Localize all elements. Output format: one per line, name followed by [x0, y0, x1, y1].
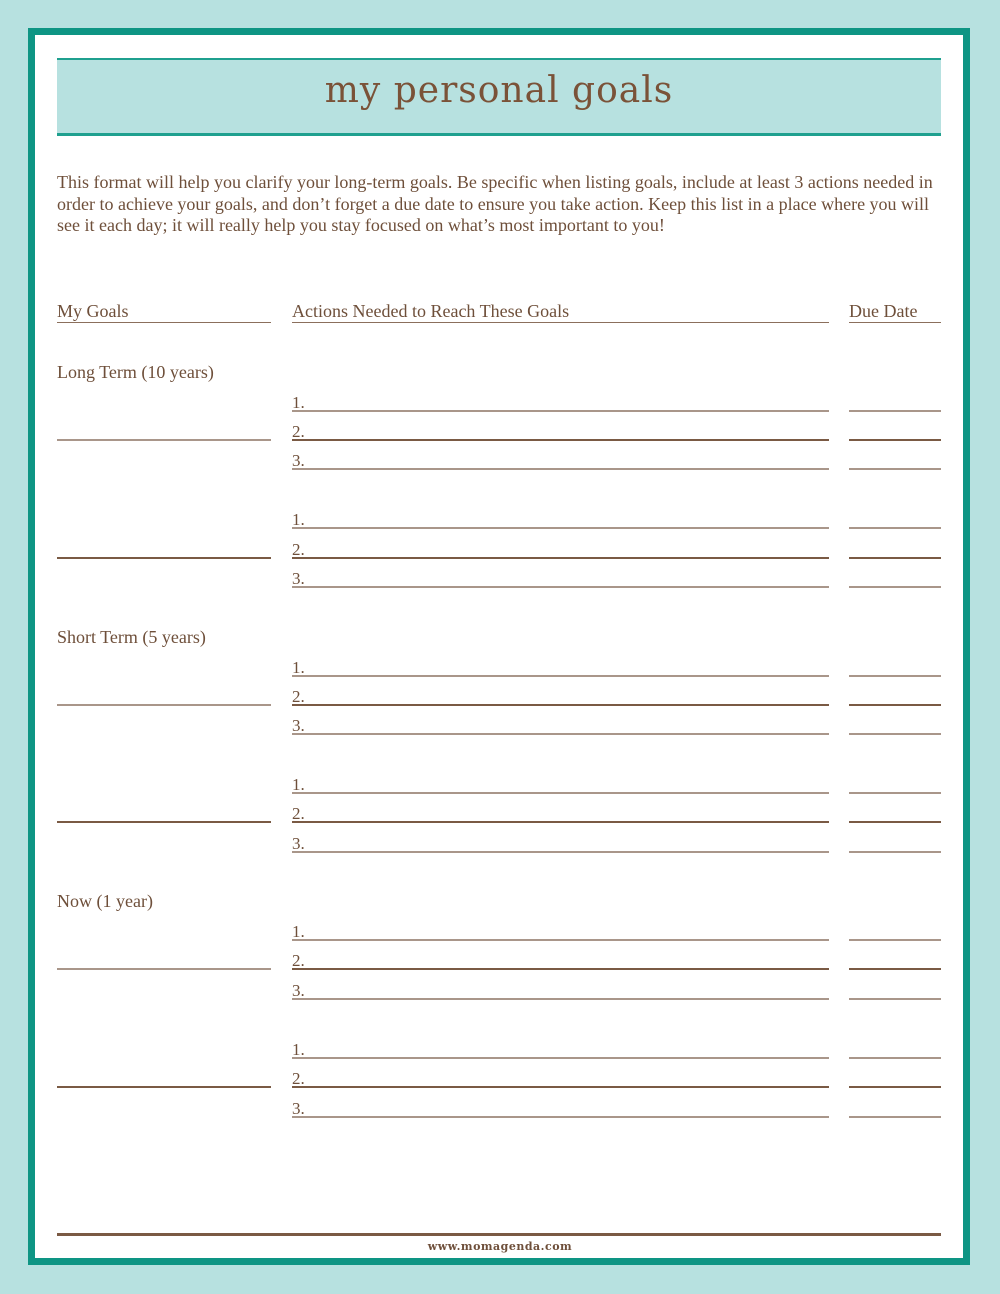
action-input-line[interactable]: [292, 675, 829, 677]
due-date-input-line[interactable]: [849, 939, 941, 941]
due-date-input-line[interactable]: [849, 1116, 941, 1118]
goal-input-line[interactable]: [57, 1086, 271, 1088]
due-date-input-line[interactable]: [849, 410, 941, 412]
action-number: 3.: [292, 569, 305, 588]
column-header-due-date: Due Date: [849, 300, 941, 323]
action-input-line[interactable]: [292, 998, 829, 1000]
action-input-line[interactable]: [292, 939, 829, 941]
action-input-line[interactable]: [292, 586, 829, 588]
action-number: 3.: [292, 716, 305, 735]
action-input-line[interactable]: [292, 851, 829, 853]
goal-input-line[interactable]: [57, 704, 271, 706]
action-input-line[interactable]: [292, 468, 829, 470]
action-number: 3.: [292, 1099, 305, 1118]
due-date-input-line[interactable]: [849, 1057, 941, 1059]
due-date-input-line[interactable]: [849, 439, 941, 441]
due-date-input-line[interactable]: [849, 968, 941, 970]
action-number: 1.: [292, 1040, 305, 1059]
due-date-input-line[interactable]: [849, 675, 941, 677]
footer-url: www.momagenda.com: [427, 1240, 573, 1253]
action-number: 1.: [292, 775, 305, 794]
action-input-line[interactable]: [292, 439, 829, 441]
goal-input-line[interactable]: [57, 557, 271, 559]
action-input-line[interactable]: [292, 792, 829, 794]
due-date-input-line[interactable]: [849, 1086, 941, 1088]
due-date-input-line[interactable]: [849, 527, 941, 529]
action-input-line[interactable]: [292, 1086, 829, 1088]
footer-divider: [57, 1233, 941, 1236]
due-date-input-line[interactable]: [849, 998, 941, 1000]
action-number: 3.: [292, 834, 305, 853]
due-date-input-line[interactable]: [849, 586, 941, 588]
action-number: 3.: [292, 981, 305, 1000]
due-date-input-line[interactable]: [849, 704, 941, 706]
action-number: 1.: [292, 922, 305, 941]
action-input-line[interactable]: [292, 1057, 829, 1059]
action-input-line[interactable]: [292, 557, 829, 559]
due-date-input-line[interactable]: [849, 792, 941, 794]
due-date-input-line[interactable]: [849, 557, 941, 559]
action-input-line[interactable]: [292, 821, 829, 823]
page-title: my personal goals: [324, 70, 674, 111]
action-input-line[interactable]: [292, 527, 829, 529]
action-number: 1.: [292, 658, 305, 677]
intro-text: This format will help you clarify your long-term goals. Be specific when listing goals, include at least 3 actions needed in order to achieve your goals, and don’t forget a due date to ensure you take action. Keep this list in a place where you will see it each day; it will really help you stay focused on what’s most important to you!: [57, 172, 933, 235]
due-date-input-line[interactable]: [849, 851, 941, 853]
column-header-goals: My Goals: [57, 300, 271, 323]
due-date-input-line[interactable]: [849, 821, 941, 823]
action-input-line[interactable]: [292, 704, 829, 706]
column-header-actions: Actions Needed to Reach These Goals: [292, 300, 829, 323]
goal-input-line[interactable]: [57, 968, 271, 970]
action-input-line[interactable]: [292, 410, 829, 412]
action-number: 2.: [292, 951, 305, 970]
action-number: 2.: [292, 422, 305, 441]
action-input-line[interactable]: [292, 968, 829, 970]
action-number: 2.: [292, 804, 305, 823]
action-input-line[interactable]: [292, 1116, 829, 1118]
due-date-input-line[interactable]: [849, 468, 941, 470]
action-number: 3.: [292, 451, 305, 470]
action-number: 1.: [292, 393, 305, 412]
action-number: 1.: [292, 510, 305, 529]
action-number: 2.: [292, 1069, 305, 1088]
section-label: Short Term (5 years): [57, 627, 206, 647]
section-label: Long Term (10 years): [57, 362, 214, 382]
header-band: [57, 58, 941, 136]
action-input-line[interactable]: [292, 733, 829, 735]
action-number: 2.: [292, 687, 305, 706]
due-date-input-line[interactable]: [849, 733, 941, 735]
action-number: 2.: [292, 540, 305, 559]
goal-input-line[interactable]: [57, 821, 271, 823]
section-label: Now (1 year): [57, 891, 153, 911]
goal-input-line[interactable]: [57, 439, 271, 441]
